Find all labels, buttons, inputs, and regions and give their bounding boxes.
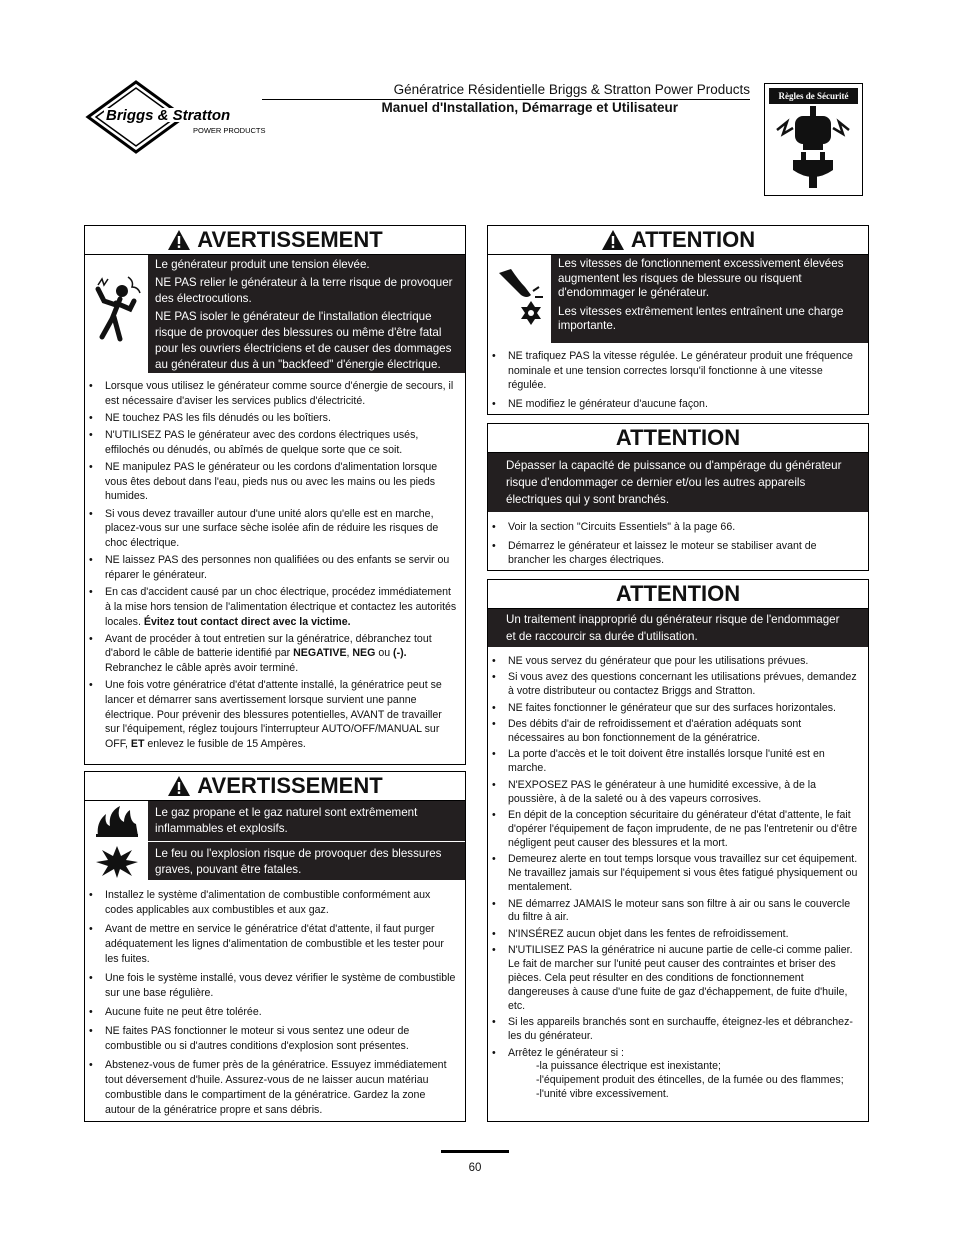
item-text: Avant de procéder à tout entretien sur la génératrice, débranchez tout d'abord le câble de batterie identifié par [105, 632, 432, 660]
hazard-text: Le gaz propane et le gaz naturel sont extrêmement inflammables et explosifs. [155, 806, 418, 835]
list-item: • N'INSÉREZ aucun objet dans les fentes de refroidissement. [506, 928, 860, 942]
item-bold: NEGATIVE [293, 647, 347, 660]
hazard-bar [85, 255, 465, 373]
list-item [103, 678, 457, 752]
briggs-stratton-logo [84, 78, 266, 156]
item-text: En cas d'accident causé par un choc électrique, procédez immédiatement à la mise hors tension de l'alimentation électrique et contactez les autorités locales. [105, 586, 457, 628]
instruction-list [488, 647, 868, 1109]
list-item: • Si les appareils branchés sont en surchauffe, éteignez-les et débranchez-les du générateur. [506, 1016, 860, 1044]
sub-item: -l'équipement produit des étincelles, de la fumée ou des flammes; [536, 1074, 844, 1087]
warning-triangle-icon [167, 775, 191, 797]
list-item: • Avant de mettre en service le génératrice d'état d'attente, il faut purger adéquatement les lignes d'alimentation de combustible et les tester pour les fuites. [103, 922, 457, 967]
explosion-icon [94, 844, 140, 878]
warning-box-fuel [84, 771, 466, 1122]
list-item: • En dépit de la conception sécuritaire du générateur d'état d'attente, le fait d'opérer l'équipement de façon imprudente, de ne pas l'entretenir ou d'être négligent peut causer des blessures et la mort. [506, 809, 860, 851]
warning-box-electrical [84, 225, 466, 765]
list-item: • La porte d'accès et le toit doivent être installés lorsque l'unité est en marche. [506, 748, 860, 776]
list-item: • NE vous servez du générateur que pour les utilisations prévues. [506, 655, 860, 669]
logo-text: Briggs & Stratton [106, 107, 231, 124]
list-item: • NE trafiquez PAS la vitesse régulée. Le générateur produit une fréquence nominale et une tension correctes lorsqu'il fonctionne à une vitesse régulée. [506, 349, 860, 393]
electrical-plug-icon [765, 108, 862, 190]
header-title: Génératrice Résidentielle Briggs & Stratton Power Products [393, 82, 750, 97]
hazard-text: Les vitesses extrêmement lentes entraînent une charge importante. [558, 304, 844, 332]
header-subtitle: Manuel d'Installation, Démarrage et Utilisateur [381, 100, 678, 115]
hazard-text: NE PAS isoler le générateur de l'installation électrique risque de provoquer des blessures ou même d'être fatal pour les ouvriers électriciens et de causer des dommages au générateur dus à un "backfeed" d'énergie électrique. [155, 310, 452, 371]
sub-item: -l'unité vibre excessivement. [536, 1088, 669, 1101]
list-item: • Lorsque vous utilisez le générateur comme source d'énergie de secours, il est nécessaire d'aviser les services publics d'électricité. [103, 379, 457, 408]
list-item: • NE faites PAS fonctionner le moteur si vous sentez une odeur de combustible ou si d'autres conditions d'explosion sont présentes. [103, 1024, 457, 1054]
item-text: ou [375, 647, 394, 660]
hazard-bar [85, 801, 465, 880]
warning-title: AVERTISSEMENT [197, 227, 383, 252]
list-item: • NE modifiez le générateur d'aucune façon. [506, 397, 860, 412]
list-item: • Abstenez-vous de fumer près de la génératrice. Essuyez immédiatement tout déversement d'huile. Assurez-vous de ne laisser aucun matériau combustible dans le compartiment de la génératrice. Gardez la zone autour de la génératrice propre et sans débris. [103, 1058, 457, 1118]
caution-box-capacity [487, 423, 869, 571]
caution-title: ATTENTION [615, 581, 741, 606]
list-item: • Démarrez le générateur et laissez le moteur se stabiliser avant de brancher les charges électriques. [506, 539, 860, 568]
list-item: • Des débits d'air de refroidissement et d'aération adéquats sont nécessaires au bon fonctionnement de la génératrice. [506, 718, 860, 746]
instruction-list [85, 373, 465, 758]
item-text: Une fois votre génératrice d'état d'attente installé, la génératrice peut se lancer et démarrer sans avertissement lorsque survient une panne électrique. Pour prévenir des blessures potentielles, AVANT de travailler sur l'équipement, réglez toujours l'interrupteur AUTO/OFF/MANUAL sur OFF, [105, 679, 442, 751]
fire-icon [94, 804, 140, 838]
item-bold: ET [130, 738, 145, 751]
list-item: • N'UTILISEZ PAS la génératrice ni aucune partie de celle-ci comme palier. Le fait de marcher sur l'unité peut causer des contraintes et briser des pièces. Cela peut résulter en des conditions de fonctionnement dangereuses à cause d'une fuite de gaz d'échappement, de fuite d'huile, etc. [506, 944, 860, 1014]
list-item: • NE faites fonctionner le générateur que sur des surfaces horizontales. [506, 702, 860, 716]
hand-injury-icon [495, 263, 545, 335]
warning-triangle-icon [167, 229, 191, 251]
sub-item: -la puissance électrique est inexistante; [536, 1060, 721, 1073]
caution-box-speed [487, 225, 869, 415]
item-text: Arrêtez le générateur si : [508, 1046, 624, 1059]
list-item: • NE laissez PAS des personnes non qualifiées ou des enfants se servir ou réparer le générateur. [103, 553, 457, 582]
list-item: • Demeurez alerte en tout temps lorsque vous travaillez sur cet équipement. Ne travaillez jamais sur l'équipement si vous êtes fatigué physiquement ou mentalement. [506, 853, 860, 895]
list-item [506, 1047, 860, 1103]
list-item: • Une fois le système installé, vous devez vérifier le système de combustible sur une base régulière. [103, 971, 457, 1001]
list-item: • NE manipulez PAS le générateur ou les cordons d'alimentation lorsque vous êtes debout dans l'eau, pieds nus ou avec les mains ou les pieds humides. [103, 460, 457, 504]
caution-title: ATTENTION [615, 425, 741, 450]
list-item [103, 632, 457, 676]
item-bold: NEG [352, 647, 376, 660]
page-number-rule [441, 1150, 509, 1153]
list-item: • N'UTILISEZ PAS le générateur avec des cordons électriques usés, effilochés ou dénudés, ou abîmés de quelque sorte que ce soit. [103, 428, 457, 457]
safety-rules-badge [764, 83, 863, 196]
item-bold: Évitez tout contact direct avec la victime. [143, 615, 351, 628]
safety-badge-label: Règles de Sécurité [769, 88, 858, 104]
list-item: • Aucune fuite ne peut être tolérée. [103, 1005, 457, 1020]
list-item: • Si vous avez des questions concernant les utilisations prévues, demandez à votre distributeur ou contactez Briggs and Stratton. [506, 671, 860, 699]
electrocution-person-icon [92, 269, 142, 359]
list-item: • NE touchez PAS les fils dénudés ou les boîtiers. [103, 411, 457, 426]
list-item: • Voir la section "Circuits Essentiels" à la page 66. [506, 520, 860, 535]
hazard-text: Dépasser la capacité de puissance ou d'ampérage du générateur risque d'endommager ce dernier et/ou les autres appareils électriques qui y sont branchés. [488, 453, 868, 512]
list-item: • NE démarrez JAMAIS le moteur sans son filtre à air ou sans le couvercle du filtre à air. [506, 898, 860, 926]
hazard-text: Le générateur produit une tension élevée. [155, 258, 370, 271]
caution-box-handling [487, 579, 869, 1122]
item-text: enlevez le fusible de 15 Ampères. [144, 738, 306, 751]
hazard-bar [488, 255, 868, 343]
logo-subtext: POWER PRODUCTS [193, 126, 266, 135]
warning-triangle-icon [601, 229, 625, 251]
list-item: • Installez le système d'alimentation de combustible conformément aux codes applicables aux combustibles et aux gaz. [103, 888, 457, 918]
instruction-list [488, 512, 868, 575]
hazard-text: NE PAS relier le générateur à la terre risque de provoquer des électrocutions. [155, 276, 453, 305]
list-item [103, 585, 457, 629]
caution-title: ATTENTION [630, 227, 756, 252]
instruction-list [85, 880, 465, 1125]
hazard-text: Les vitesses de fonctionnement excessivement élevées augmentent les risques de blessure ou risquent d'endommager le générateur. [558, 257, 844, 299]
item-text: Rebranchez le câble après avoir terminé. [105, 662, 299, 675]
list-item: • N'EXPOSEZ PAS le générateur à une humidité excessive, à de la poussière, à de la saleté ou à des vapeurs corrosives. [506, 779, 860, 807]
hazard-text: Un traitement inapproprié du générateur risque de l'endommager et de raccourcir sa durée d'utilisation. [488, 609, 868, 647]
instruction-list [488, 343, 868, 418]
item-text: , [346, 647, 353, 660]
warning-title: AVERTISSEMENT [197, 773, 383, 798]
list-item: • Si vous devez travailler autour d'une unité alors qu'elle est en marche, placez-vous sur une surface sèche isolée afin de réduire les risques de choc électrique. [103, 507, 457, 551]
hazard-text: Le feu ou l'explosion risque de provoquer des blessures graves, pouvant être fatales. [155, 847, 442, 876]
page-number: 60 [468, 1162, 482, 1174]
item-bold: (-). [393, 647, 407, 660]
